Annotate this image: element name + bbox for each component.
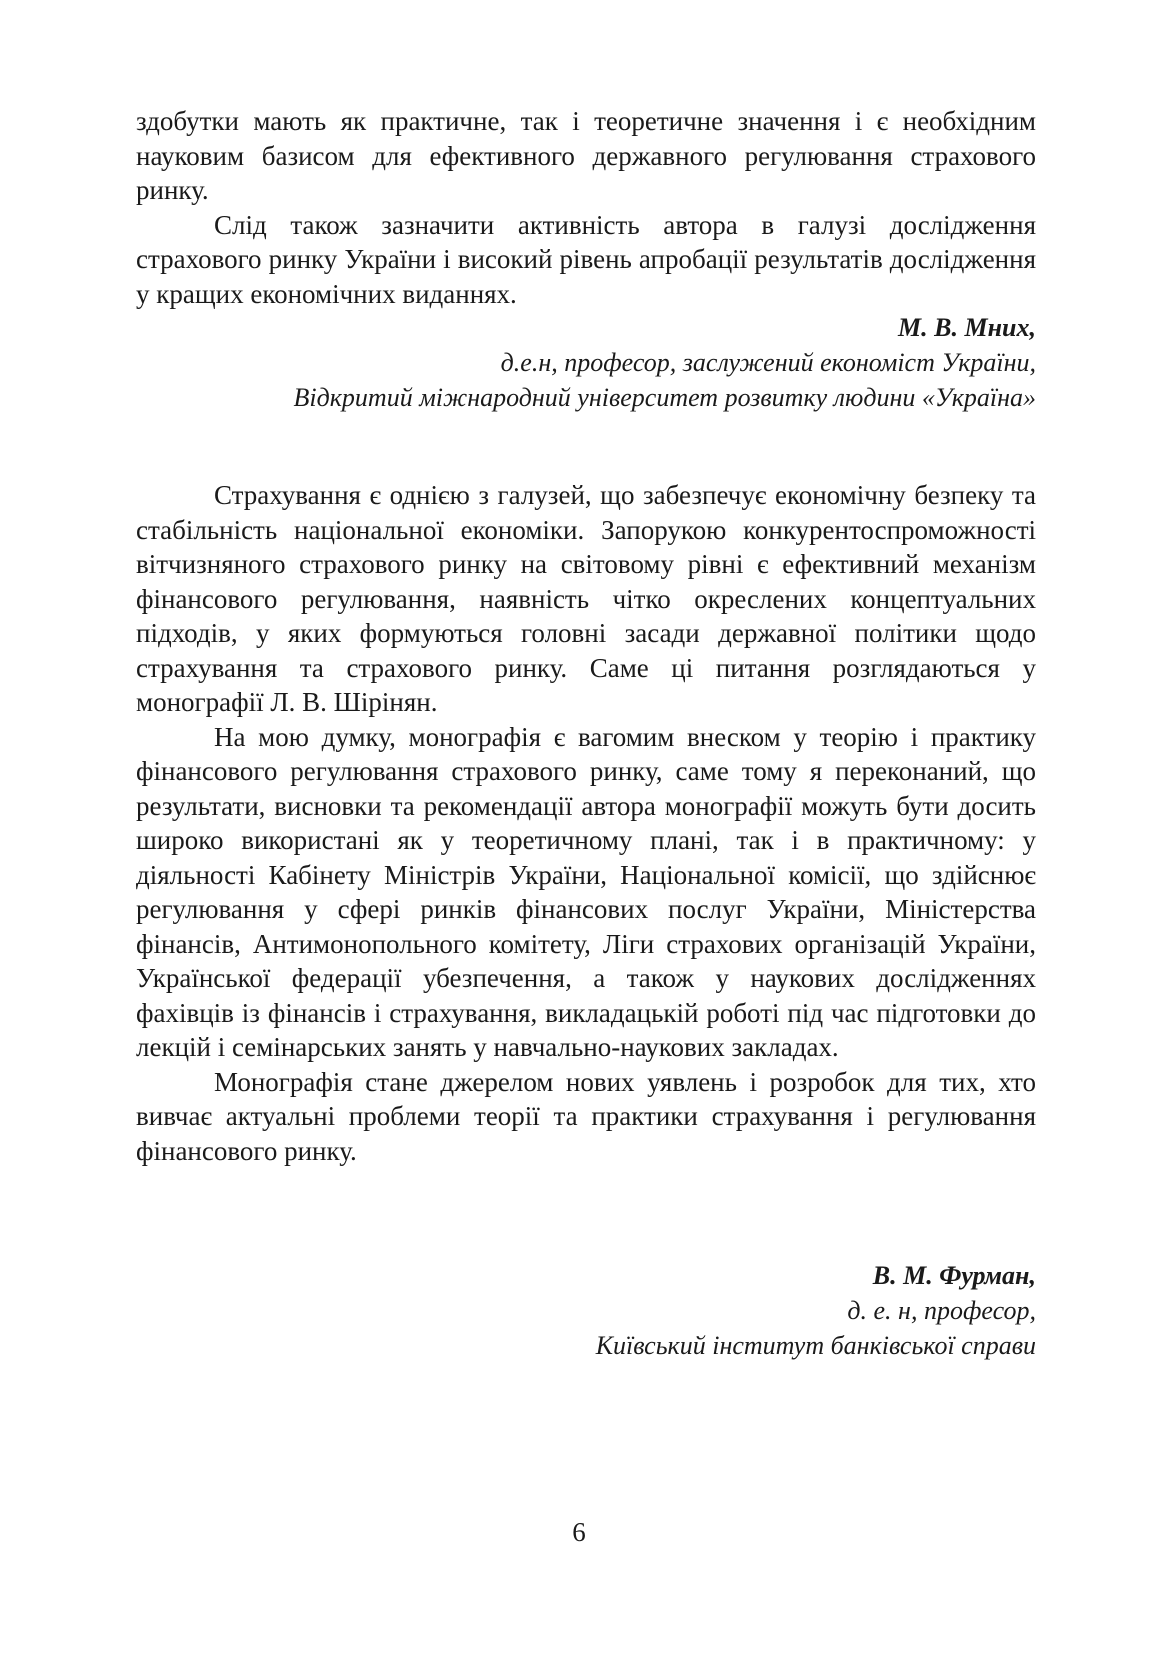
reviewer-1-title: д.е.н, професор, заслужений економіст України, — [500, 348, 1036, 377]
review-2-body — [136, 478, 1036, 1168]
review-1-body — [136, 104, 1036, 311]
review-2-paragraph-2: На мою думку, монографія є вагомим внеском у теорію і практику фінансового регулювання страхового ринку, саме тому я переконаний, що результати, висновки та рекомендації автора монографії можуть бути досить широко використані як у теоретичному плані, так і в практичному: у діяльності Кабінету Міністрів України, Національної комісії, що здійснює регулювання у сфері ринків фінансових послуг України, Міністерства фінансів, Антимонопольного комітету, Ліги страхових організацій України, Української федерації убезпечення, а також у наукових дослідженнях фахівців із фінансів і страхування, викладацькій роботі під час підготовки до лекцій і семінарських занять у навчально-наукових закладах. — [136, 721, 1036, 1062]
reviewer-1-name: М. В. Мних, — [898, 313, 1036, 342]
review-1-paragraph-2: Слід також зазначити активність автора в галузі дослідження страхового ринку України і високий рівень апробації результатів дослідження у кращих економічних виданнях. — [136, 209, 1036, 309]
review-2-paragraph-1: Страхування є однією з галузей, що забезпечує економічну безпеку та стабільність національної економіки. Запорукою конкурентоспроможності вітчизняного страхового ринку на світовому рівні є ефективний механізм фінансового регулювання, наявність чітко окреслених концептуальних підходів, у яких формуються головні засади державної політики щодо страхування та страхового ринку. Саме ці питання розглядаються у монографії Л. В. Шірінян. — [136, 480, 1036, 717]
reviewer-2-institution: Київський інститут банківської справи — [595, 1331, 1036, 1360]
page-number: 6 — [572, 1517, 586, 1547]
review-2-signature — [596, 1258, 1036, 1363]
reviewer-2-title: д. е. н, професор, — [847, 1296, 1036, 1325]
review-1-signature — [294, 310, 1037, 415]
reviewer-1-institution: Відкритий міжнародний університет розвитку людини «Україна» — [293, 383, 1036, 412]
review-2-paragraph-3: Монографія стане джерелом нових уявлень і розробок для тих, хто вивчає актуальні проблеми теорії та практики страхування і регулювання фінансового ринку. — [136, 1066, 1036, 1166]
reviewer-2-name: В. М. Фурман, — [872, 1261, 1036, 1290]
review-1-paragraph-1: здобутки мають як практичне, так і теоретичне значення і є необхідним науковим базисом для ефективного державного регулювання страхового ринку. — [136, 106, 1036, 205]
